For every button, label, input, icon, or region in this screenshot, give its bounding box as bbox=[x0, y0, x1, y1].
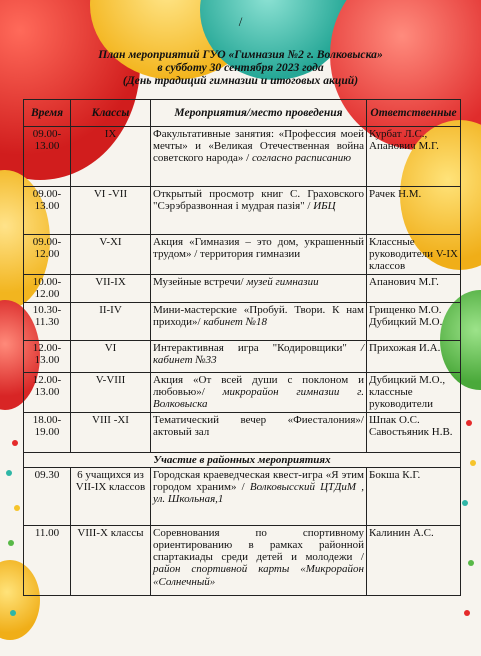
event-text: Акция «От всей души с поклоном и любовью»/ bbox=[153, 373, 364, 398]
event-place: согласно расписанию bbox=[251, 152, 351, 165]
row-time: 09.00-13.00 bbox=[24, 187, 71, 235]
row-event bbox=[151, 274, 367, 302]
table-header-row bbox=[24, 100, 461, 127]
table-row bbox=[24, 187, 461, 235]
row-responsible: Классные руководители V-IX классов bbox=[367, 235, 461, 275]
row-time: 18.00-19.00 bbox=[24, 412, 71, 452]
row-event bbox=[151, 235, 367, 275]
row-classes: VII-IX bbox=[71, 274, 151, 302]
top-mark: / bbox=[238, 14, 243, 29]
event-text: Городская краеведческая квест-игра «Я этим городом храним» / bbox=[153, 468, 364, 494]
table-row bbox=[24, 467, 461, 525]
row-event bbox=[151, 412, 367, 452]
header-responsible: Ответственные bbox=[367, 100, 461, 127]
events-table bbox=[23, 99, 461, 596]
section-title: Участие в районных мероприятиях bbox=[24, 452, 461, 467]
section-row bbox=[24, 452, 461, 467]
row-classes: V-XI bbox=[71, 235, 151, 275]
event-place: кабинет №18 bbox=[203, 315, 267, 328]
table-row bbox=[24, 274, 461, 302]
row-responsible: Рачек Н.М. bbox=[367, 187, 461, 235]
event-place: ИБЦ bbox=[313, 200, 336, 213]
row-classes: II-IV bbox=[71, 302, 151, 340]
row-responsible: Калинин А.С. bbox=[367, 525, 461, 595]
row-classes: 6 учащихся из VII-IX классов bbox=[71, 467, 151, 525]
row-event bbox=[151, 340, 367, 372]
event-text: Открытый просмотр книг С. Граховского "Сэрэбразвонная і мудрая пазія" / bbox=[153, 188, 364, 213]
heading-line-2: в субботу 30 сентября 2023 года bbox=[157, 61, 324, 74]
event-text: Интерактивная игра "Кодировщики" bbox=[153, 341, 347, 354]
document-heading bbox=[20, 48, 461, 87]
table-row bbox=[24, 525, 461, 595]
row-classes: VIII-X классы bbox=[71, 525, 151, 595]
row-event bbox=[151, 302, 367, 340]
event-text: Музейные встречи/ bbox=[153, 275, 244, 288]
heading-line-3: (День традиций гимназии и итоговых акций) bbox=[122, 74, 359, 87]
table-row bbox=[24, 127, 461, 187]
row-event bbox=[151, 372, 367, 412]
event-place: микрорайон гимназии г. Волковыска bbox=[153, 385, 364, 411]
row-event bbox=[151, 127, 367, 187]
row-responsible: Апанович М.Г. bbox=[367, 274, 461, 302]
row-event bbox=[151, 187, 367, 235]
event-text: Акция «Гимназия – это дом, украшенный трудом» / территория гимназии bbox=[153, 236, 364, 261]
event-place: Волковысский ЦТДиМ , ул. Школьная,1 bbox=[153, 481, 364, 506]
table-row bbox=[24, 372, 461, 412]
row-classes: VI bbox=[71, 340, 151, 372]
header-time: Время bbox=[24, 100, 71, 127]
row-responsible: Дубицкий М.О., классные руководители bbox=[367, 372, 461, 412]
row-event bbox=[151, 467, 367, 525]
row-responsible: Бокша К.Г. bbox=[367, 467, 461, 525]
event-place: / кабинет №33 bbox=[153, 341, 364, 366]
row-classes: V-VIII bbox=[71, 372, 151, 412]
row-time: 09.00-12.00 bbox=[24, 235, 71, 275]
table-row bbox=[24, 235, 461, 275]
event-text: Тематический вечер «Фиесталония»/ актовый зал bbox=[153, 413, 364, 438]
row-time: 12.00-13.00 bbox=[24, 372, 71, 412]
event-text: Мини-мастерские «Пробуй. Твори. К нам приходи»/ bbox=[153, 303, 364, 328]
row-time: 10.00-12.00 bbox=[24, 274, 71, 302]
event-text: Факультативные занятия: «Профессия моей мечты» и «Великая Отечественная война советского народа» / bbox=[153, 128, 364, 165]
row-responsible: Курбат Л.С., Апанович М.Г. bbox=[367, 127, 461, 187]
table-row bbox=[24, 412, 461, 452]
row-responsible: Шпак О.С. Савостьяник Н.В. bbox=[367, 412, 461, 452]
row-event bbox=[151, 525, 367, 595]
row-time: 09.00-13.00 bbox=[24, 127, 71, 187]
event-text: Соревнования по спортивному ориентированию в рамках районной спартакиады среди детей и молодежи / bbox=[153, 526, 364, 564]
header-event: Мероприятия/место проведения bbox=[151, 100, 367, 127]
row-classes: IX bbox=[71, 127, 151, 187]
event-place: район спортивной карты «Микрорайон «Солнечный» bbox=[153, 563, 364, 588]
heading-line-1: План мероприятий ГУО «Гимназия №2 г. Волковыска» bbox=[98, 48, 383, 61]
event-place: музей гимназии bbox=[246, 275, 319, 288]
header-classes: Классы bbox=[71, 100, 151, 127]
row-time: 10.30-11.30 bbox=[24, 302, 71, 340]
row-responsible: Прихожая И.А. bbox=[367, 340, 461, 372]
row-time: 12.00-13.00 bbox=[24, 340, 71, 372]
row-responsible: Грищенко М.О. Дубицкий М.О. bbox=[367, 302, 461, 340]
row-classes: VIII -XI bbox=[71, 412, 151, 452]
table-row bbox=[24, 302, 461, 340]
row-classes: VI -VII bbox=[71, 187, 151, 235]
row-time: 09.30 bbox=[24, 467, 71, 525]
row-time: 11.00 bbox=[24, 525, 71, 595]
table-row bbox=[24, 340, 461, 372]
